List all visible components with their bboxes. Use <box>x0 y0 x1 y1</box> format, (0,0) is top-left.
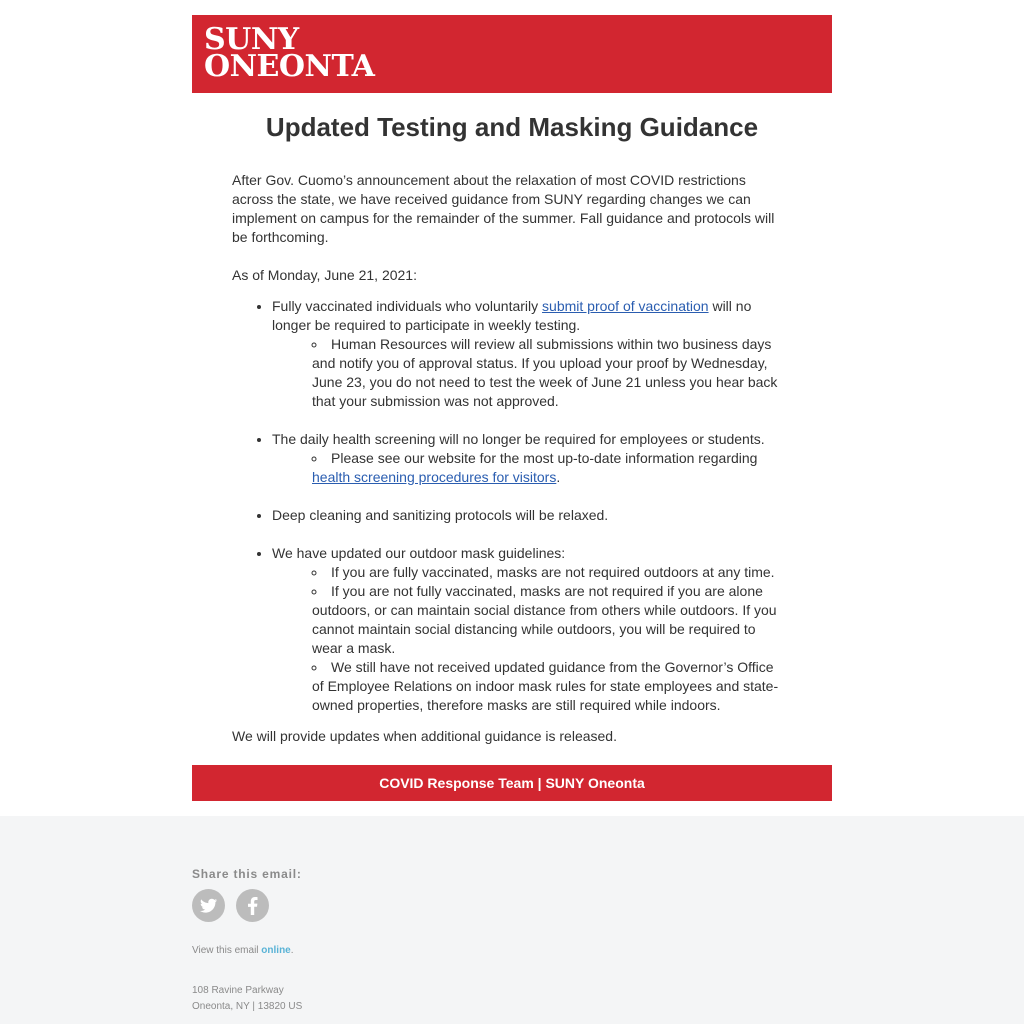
sub-list <box>272 335 784 411</box>
email-container <box>192 15 832 791</box>
list-item-vaccination <box>272 297 784 411</box>
sub-list-item <box>312 449 784 487</box>
closing-paragraph: We will provide updates when additional guidance is released. <box>232 728 617 744</box>
health-screening-link[interactable]: health screening procedures for visitors <box>312 469 557 485</box>
footer-banner: COVID Response Team | SUNY Oneonta <box>192 765 832 801</box>
view-online-text <box>192 945 294 956</box>
address-line-1: 108 Ravine Parkway <box>192 985 284 996</box>
suny-oneonta-logo <box>204 22 375 84</box>
guidance-list <box>232 297 784 715</box>
intro-paragraph: After Gov. Cuomo’s announcement about the relaxation of most COVID restrictions across the state, we have received guidance from SUNY regarding changes we can implement on campus for the remainder of the summer. Fall guidance and protocols will be forthcoming. <box>232 172 775 245</box>
view-online-prefix: View this email <box>192 945 262 956</box>
item-text: . <box>556 469 561 485</box>
online-link[interactable]: online <box>261 945 291 956</box>
twitter-icon[interactable] <box>192 889 225 922</box>
item-text: The daily health screening will no longer be required for employees or students. <box>272 431 765 447</box>
list-item-masks <box>272 544 784 715</box>
sub-list <box>272 563 784 715</box>
email-body <box>232 171 784 746</box>
list-item-cleaning: • Deep cleaning and sanitizing protocols will be relaxed. <box>272 506 784 525</box>
sub-list-item: ◦ If you are fully vaccinated, masks are not required outdoors at any time. <box>312 563 784 582</box>
email-footer-area <box>0 816 1024 1024</box>
header-banner <box>192 15 832 93</box>
logo-line-1: SUNY <box>204 22 299 57</box>
as-of-date: As of Monday, June 21, 2021: <box>232 267 417 283</box>
sub-list-item: ◦ Human Resources will review all submissions within two business days and notify you of approval status. If you upload your proof by Wednesday, June 23, you do not need to test the week of June 21 unless you hear back that your submission was not approved. <box>312 335 784 411</box>
mailing-address <box>192 983 302 1015</box>
sub-list-item: ◦ If you are not fully vaccinated, masks are not required if you are alone outdoors, or can maintain social distance from others while outdoors. If you cannot maintain social distancing while outdoors, you will be required to wear a mask. <box>312 582 784 658</box>
item-text: will no longer be required to participate in weekly testing. <box>272 298 752 333</box>
item-text: Fully vaccinated individuals who voluntarily <box>272 298 543 314</box>
list-item-health-screening <box>272 430 784 487</box>
address-line-2: Oneonta, NY | 13820 US <box>192 1001 303 1012</box>
share-label: Share this email: <box>192 867 302 881</box>
item-text: Please see our website for the most up-to-date information regarding <box>331 450 758 466</box>
email-title: Updated Testing and Masking Guidance <box>265 112 759 142</box>
sub-list <box>272 449 784 487</box>
facebook-icon[interactable] <box>236 889 269 922</box>
submit-proof-link[interactable]: submit proof of vaccination <box>542 298 709 314</box>
sub-list-item: ◦ We still have not received updated guidance from the Governor’s Office of Employee Relations on indoor mask rules for state employees and state-owned properties, therefore masks are still required while indoors. <box>312 658 784 715</box>
item-text: We have updated our outdoor mask guidelines: <box>272 545 566 561</box>
logo-line-2: ONEONTA <box>204 49 375 84</box>
view-online-suffix: . <box>290 945 294 956</box>
